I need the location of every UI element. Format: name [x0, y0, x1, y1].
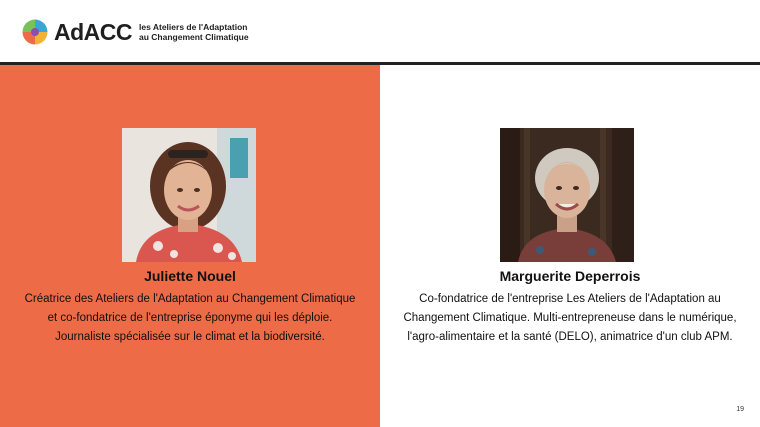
- portrait-photo-marguerite: [500, 128, 634, 262]
- portrait-photo-juliette: [122, 128, 256, 262]
- pinwheel-logo-icon: [22, 19, 48, 45]
- bio-line: l'agro-alimentaire et la santé (DELO), animatrice d'un club APM.: [407, 331, 733, 343]
- brand-name: AdACC: [54, 19, 132, 45]
- bio-line: et co-fondatrice de l'entreprise éponyme qui les déploie.: [47, 312, 333, 324]
- tagline-line-1: les Ateliers de l'Adaptation: [139, 22, 248, 32]
- header: [0, 0, 760, 62]
- bio-line: Changement Climatique. Multi-entrepreneuse dans le numérique,: [403, 312, 737, 324]
- bio-line: Co-fondatrice de l'entreprise Les Ateliers de l'Adaptation au: [419, 293, 721, 305]
- bio-line: Créatrice des Ateliers de l'Adaptation au Changement Climatique: [24, 293, 356, 305]
- bio-line: Journaliste spécialisée sur le climat et la biodiversité.: [55, 331, 325, 343]
- page-number: 19: [736, 406, 744, 413]
- person-name: Marguerite Deperrois: [499, 268, 641, 284]
- logo[interactable]: [22, 19, 249, 45]
- brand-tagline: [139, 22, 249, 42]
- person-bio: [6, 290, 374, 347]
- person-name: Juliette Nouel: [144, 268, 236, 284]
- person-bio: [386, 290, 754, 347]
- tagline-line-2: au Changement Climatique: [139, 32, 249, 42]
